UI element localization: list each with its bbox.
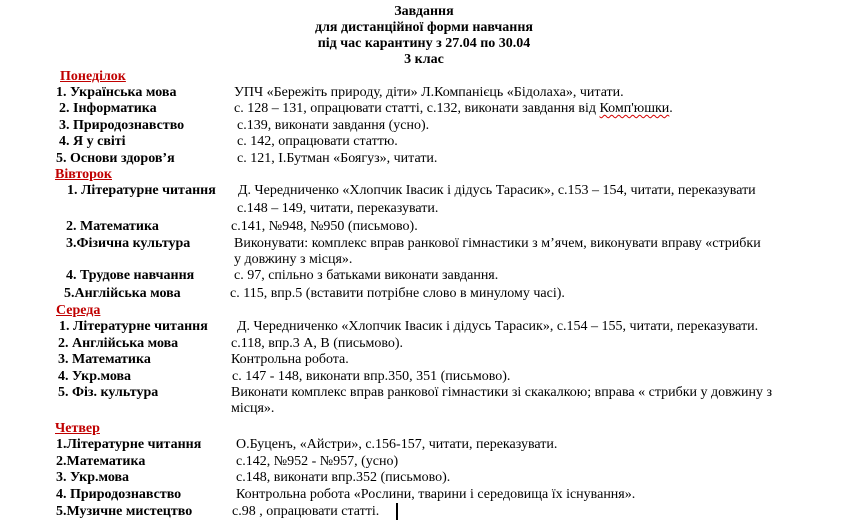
text-cursor[interactable] xyxy=(396,503,398,520)
task-text-continued: у довжину з місця». xyxy=(234,252,353,267)
task-text: с. 115, впр.5 (вставити потрібне слово в минулому часі). xyxy=(230,286,565,301)
subject-label: 1. Літературне читання xyxy=(59,319,208,334)
day-heading-monday: Понеділок xyxy=(60,69,126,84)
task-text-continued: місця». xyxy=(231,401,275,416)
task-text: Виконувати: комплекс вправ ранкової гімнастики з м’ячем, виконувати вправу «стрибки xyxy=(234,236,761,251)
subject-label: 4. Я у світі xyxy=(59,134,126,149)
task-text xyxy=(234,101,673,117)
subject-label: 2. Математика xyxy=(66,219,159,234)
subject-label: 3. Математика xyxy=(58,352,151,367)
task-text: Контрольна робота. xyxy=(231,352,349,367)
subject-label: 3.Фізична культура xyxy=(66,236,191,251)
task-text: с. 97, спільно з батьками виконати завдання. xyxy=(234,268,499,283)
task-text: Д. Чередниченко «Хлопчик Івасик і дідусь Тарасик», с.154 – 155, читати, переказувати. xyxy=(237,319,759,334)
task-text: Контрольна робота «Рослини, тварини і середовища їх існування». xyxy=(236,487,636,502)
task-text: с.118, впр.3 А, В (письмово). xyxy=(231,336,404,351)
task-text: Виконати комплекс вправ ранкової гімнастики зі скакалкою; вправа « стрибки у довжину з xyxy=(231,385,773,400)
subject-label: 2. Інформатика xyxy=(59,101,157,116)
task-text: с. 121, І.Бутман «Боягуз», читати. xyxy=(237,151,438,166)
task-text: с. 142, опрацювати статтю. xyxy=(237,134,398,149)
task-text: с.98 , опрацювати статті. xyxy=(232,504,380,519)
subject-label: 2. Англійська мова xyxy=(58,336,179,351)
subject-label: 1. Літературне читання xyxy=(67,183,216,198)
subject-label: 5. Основи здоров’я xyxy=(56,151,175,166)
task-text-part: с. 128 – 131, опрацювати статті, с.132, виконати завдання від xyxy=(234,101,600,116)
subject-label: 1.Літературне читання xyxy=(56,437,202,452)
doc-title: Завдання xyxy=(394,4,454,19)
subject-label: 4. Природознавство xyxy=(56,487,182,502)
task-text-part: . xyxy=(669,101,673,116)
task-text: О.Буценъ, «Айстри», с.156-157, читати, переказувати. xyxy=(236,437,558,452)
task-text: с. 147 - 148, виконати впр.350, 351 (письмово). xyxy=(232,369,511,384)
doc-class: 3 клас xyxy=(404,52,444,67)
task-text: с.142, №952 - №957, (усно) xyxy=(236,454,399,469)
subject-label: 4. Укр.мова xyxy=(58,369,132,384)
subject-label: 3. Природознавство xyxy=(59,118,185,133)
subject-label: 1. Українська мова xyxy=(56,85,177,100)
task-text: с.141, №948, №950 (письмово). xyxy=(231,219,418,234)
day-heading-tuesday: Вівторок xyxy=(55,167,112,182)
task-text: с.148, виконати впр.352 (письмово). xyxy=(236,470,451,485)
subject-label: 4. Трудове навчання xyxy=(66,268,195,283)
subject-label: 2.Математика xyxy=(56,454,146,469)
subject-label: 5.Англійська мова xyxy=(64,286,181,301)
day-heading-wednesday: Середа xyxy=(56,303,101,318)
doc-subtitle: для дистанційної форми навчання xyxy=(314,20,534,35)
subject-label: 3. Укр.мова xyxy=(56,470,130,485)
subject-label: 5.Музичне мистецтво xyxy=(56,504,193,519)
task-text: Д. Чередниченко «Хлопчик Івасик і дідусь Тарасик», с.153 – 154, читати, переказувати xyxy=(238,183,756,198)
task-text: с.139, виконати завдання (усно). xyxy=(237,118,430,133)
day-heading-thursday: Четвер xyxy=(55,421,100,436)
task-text-continued: с.148 – 149, читати, переказувати. xyxy=(237,201,439,216)
doc-period: під час карантину з 27.04 по 30.04 xyxy=(317,36,531,51)
task-text: УПЧ «Бережіть природу, діти» Л.Компанієць «Бідолаха», читати. xyxy=(234,85,624,100)
spellcheck-word: Комп'юшки xyxy=(599,101,670,116)
subject-label: 5. Фіз. культура xyxy=(58,385,159,400)
